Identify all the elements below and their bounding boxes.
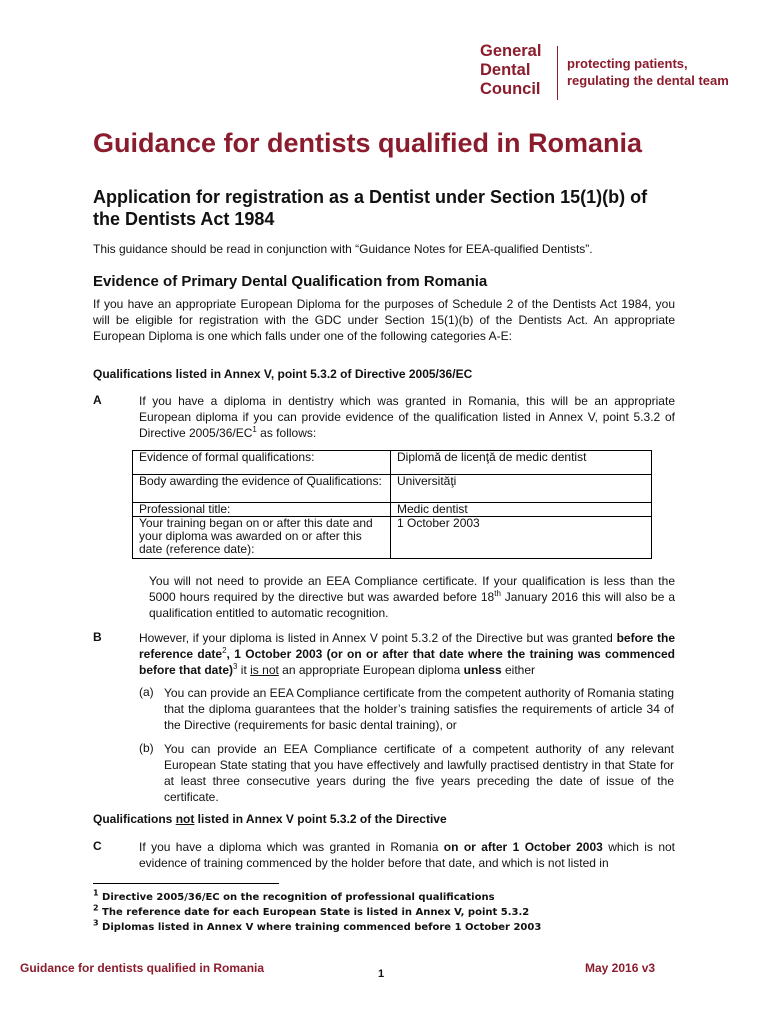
item-b-b-mark: (b): [139, 741, 154, 755]
item-c-text: [139, 839, 675, 871]
item-b-t4: either: [501, 663, 535, 677]
table-row: [133, 475, 652, 503]
footnote-text: Diplomas listed in Annex V where training commenced before 1 October 2003: [98, 922, 542, 933]
footnote-1: [93, 888, 495, 903]
footer-title: Guidance for dentists qualified in Romania: [20, 961, 265, 975]
footnote-ref-3: 3: [233, 662, 238, 671]
item-a-note-end: January 2016 this will also be a qualification entitled to automatic recognition.: [149, 590, 675, 620]
logo-line-1: General: [480, 42, 542, 60]
item-c-t2: which is not evidence of training commenced by the holder before that date, and which is not listed in: [139, 840, 676, 870]
page-title: Guidance for dentists qualified in Romania: [93, 128, 643, 158]
not-listed-u: not: [175, 812, 195, 826]
footnote-divider: [93, 883, 279, 884]
footer-version: May 2016 v3: [585, 961, 656, 975]
footnote-text: Directive 2005/36/EC on the recognition of professional qualifications: [98, 892, 495, 903]
page-subtitle: Application for registration as a Dentist under Section 15(1)(b) of the Dentists Act 1984: [93, 187, 648, 229]
item-a-note-body: You will not need to provide an EEA Compliance certificate. If your qualification is less than the 5000 hours required by the directive but was awarded before 18: [149, 574, 675, 604]
gdc-logo: [480, 42, 541, 99]
logo-tagline: [567, 55, 729, 89]
item-c-b1: on or after 1 October 2003: [443, 840, 603, 854]
footnote-ref-2: 2: [222, 646, 227, 655]
item-b-text: [139, 630, 675, 678]
logo-divider: [557, 46, 558, 100]
table-value: Diplomă de licenţă de medic dentist: [391, 451, 652, 475]
item-a-body: If you have a diploma in dentistry which was granted in Romania, this will be an appropriate European diploma if you can provide evidence of the qualification listed in Annex V, point 5.3.2 of Directive 2005/36/EC: [139, 394, 675, 440]
table-value: Universităţi: [391, 475, 652, 503]
logo-tagline-2: regulating the dental team: [567, 73, 729, 88]
not-listed-post: listed in Annex V point 5.3.2 of the Directive: [194, 812, 447, 826]
item-a-note: [149, 573, 675, 621]
footnote-number: 3: [93, 918, 99, 928]
footnote-text: The reference date for each European State is listed in Annex V, point 5.3.2: [98, 907, 530, 918]
item-b-b-text: You can provide an EEA Compliance certificate of a competent authority of any relevant European State stating that you have effectively and lawfully practised dentistry in that State for at least three consecutive years during the five years preceding the date of issue of the certificate.: [164, 742, 674, 804]
item-b-a-text: You can provide an EEA Compliance certificate from the competent authority of Romania stating that the diploma guarantees that the holder’s training satisfies the requirements of article 34 of the Directive (requirements for basic dental training), or: [164, 686, 674, 732]
logo-tagline-1: protecting patients,: [567, 56, 688, 71]
section-heading: Evidence of Primary Dental Qualification from Romania: [93, 273, 488, 290]
item-c-t1: If you have a diploma which was granted in Romania: [139, 840, 444, 854]
table-key: Your training began on or after this date and your diploma was awarded on or after this date (reference date):: [133, 517, 391, 559]
item-b-t2: it: [237, 663, 251, 677]
not-listed-heading: [93, 812, 447, 826]
item-b-b2: , 1 October 2003 (or on or after that date where the training was commenced before that date): [139, 647, 676, 677]
item-b-label: B: [93, 630, 102, 644]
table-key: Professional title:: [133, 503, 391, 517]
logo-line-2: Dental: [480, 61, 531, 79]
item-b-a-mark: (a): [139, 685, 154, 699]
annex-heading: Qualifications listed in Annex V, point 5.3.2 of Directive 2005/36/EC: [93, 367, 473, 381]
item-b-b1: before the reference date: [139, 631, 675, 661]
item-c-label: C: [93, 839, 102, 853]
item-a-text: [139, 393, 675, 441]
item-a-label: A: [93, 393, 102, 407]
not-listed-pre: Qualifications: [93, 812, 176, 826]
logo-line-3: Council: [480, 80, 541, 98]
table-row: [133, 503, 652, 517]
item-a-body-end: as follows:: [256, 426, 317, 440]
item-b-t3: an appropriate European diploma: [278, 663, 464, 677]
footnote-ref-1: 1: [252, 425, 257, 434]
table-key: Evidence of formal qualifications:: [133, 451, 391, 475]
page-number: 1: [378, 968, 385, 980]
item-b-u1: is not: [250, 663, 279, 677]
intro-paragraph: If you have an appropriate European Diploma for the purposes of Schedule 2 of the Dentists Act 1984, you will be eligible for registration with the GDC under Section 15(1)(b) of the Dentists Act. An appropriate European Diploma is one which falls under one of the following categories A-E:: [93, 297, 675, 343]
footnote-3: [93, 918, 542, 933]
table-row: [133, 451, 652, 475]
footnote-2: [93, 903, 530, 918]
ordinal-suffix: th: [494, 589, 501, 598]
table-key: Body awarding the evidence of Qualifications:: [133, 475, 391, 503]
intro-text: This guidance should be read in conjunction with “Guidance Notes for EEA-qualified Dentists”.: [93, 242, 593, 256]
qualification-table: [132, 450, 652, 559]
table-row: [133, 517, 652, 559]
item-b-b3: unless: [463, 663, 502, 677]
table-value: 1 October 2003: [391, 517, 652, 559]
footnote-number: 1: [93, 888, 99, 898]
item-b-t1: However, if your diploma is listed in Annex V point 5.3.2 of the Directive but was granted: [139, 631, 617, 645]
table-value: Medic dentist: [391, 503, 652, 517]
footnote-number: 2: [93, 903, 99, 913]
